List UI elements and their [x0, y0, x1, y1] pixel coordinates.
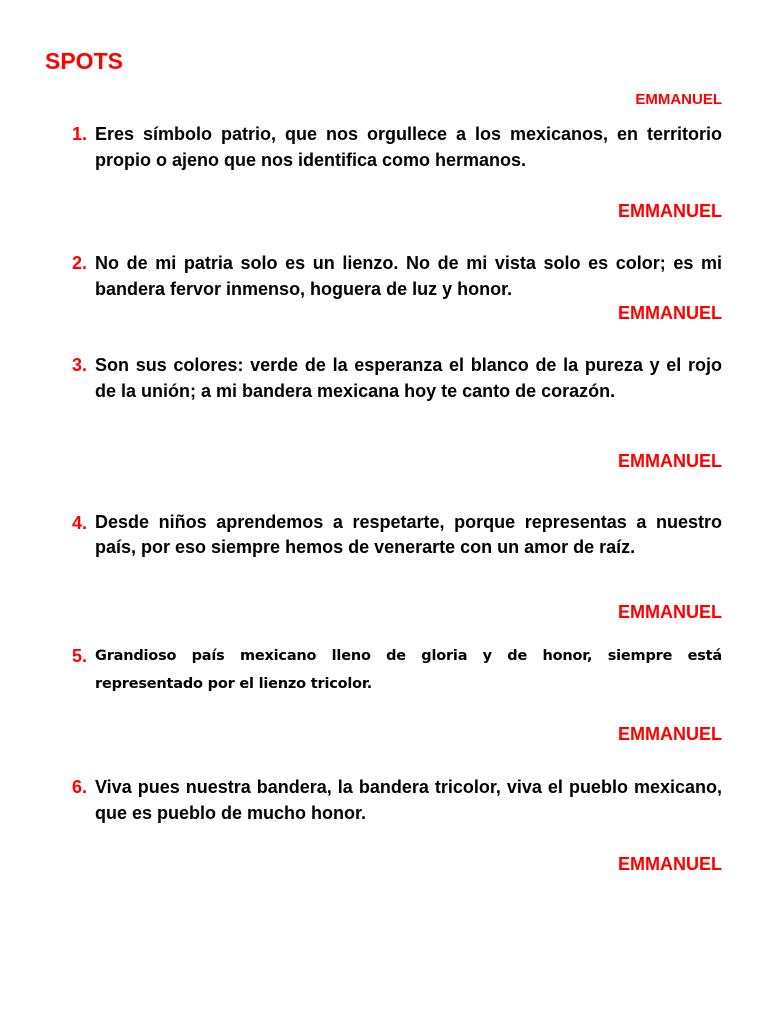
spot-2 [72, 250, 722, 302]
spot-author: EMMANUEL [618, 724, 722, 744]
spot-author: EMMANUEL [618, 201, 722, 221]
spot-number: 6. [72, 777, 88, 797]
spot-3 [72, 352, 722, 404]
spot-5 [72, 642, 722, 698]
spot-number: 1. [72, 124, 88, 144]
spot-number: 2. [72, 253, 88, 273]
spot-author: EMMANUEL [618, 854, 722, 874]
spot-number: 3. [72, 355, 88, 375]
spot-author: EMMANUEL [618, 451, 722, 471]
spot-author: EMMANUEL [618, 303, 722, 323]
spot-number: 4. [72, 513, 88, 533]
spot-text: Grandioso país mexicano lleno de gloria y de honor, siempre está representado por el lienzo tricolor. [95, 648, 722, 692]
spot-number: 5. [72, 646, 88, 666]
document-title: SPOTS [45, 48, 123, 74]
spot-text: Eres símbolo patrio, que nos orgullece a los mexicanos, en territorio propio o ajeno que nos identifica como hermanos. [95, 124, 722, 170]
spot-text: Son sus colores: verde de la esperanza el blanco de la pureza y el rojo de la unión; a mi bandera mexicana hoy te canto de corazón. [95, 355, 722, 401]
top-author: EMMANUEL [635, 91, 722, 108]
spot-text: Viva pues nuestra bandera, la bandera tricolor, viva el pueblo mexicano, que es pueblo de mucho honor. [95, 777, 722, 823]
spot-author: EMMANUEL [618, 602, 722, 622]
spot-6 [72, 774, 722, 826]
spot-text: Desde niños aprendemos a respetarte, porque representas a nuestro país, por eso siempre hemos de venerarte con un amor de raíz. [95, 512, 722, 557]
spot-4 [72, 510, 722, 560]
spot-1 [72, 121, 722, 173]
spot-text: No de mi patria solo es un lienzo. No de mi vista solo es color; es mi bandera fervor inmenso, hoguera de luz y honor. [95, 253, 722, 299]
